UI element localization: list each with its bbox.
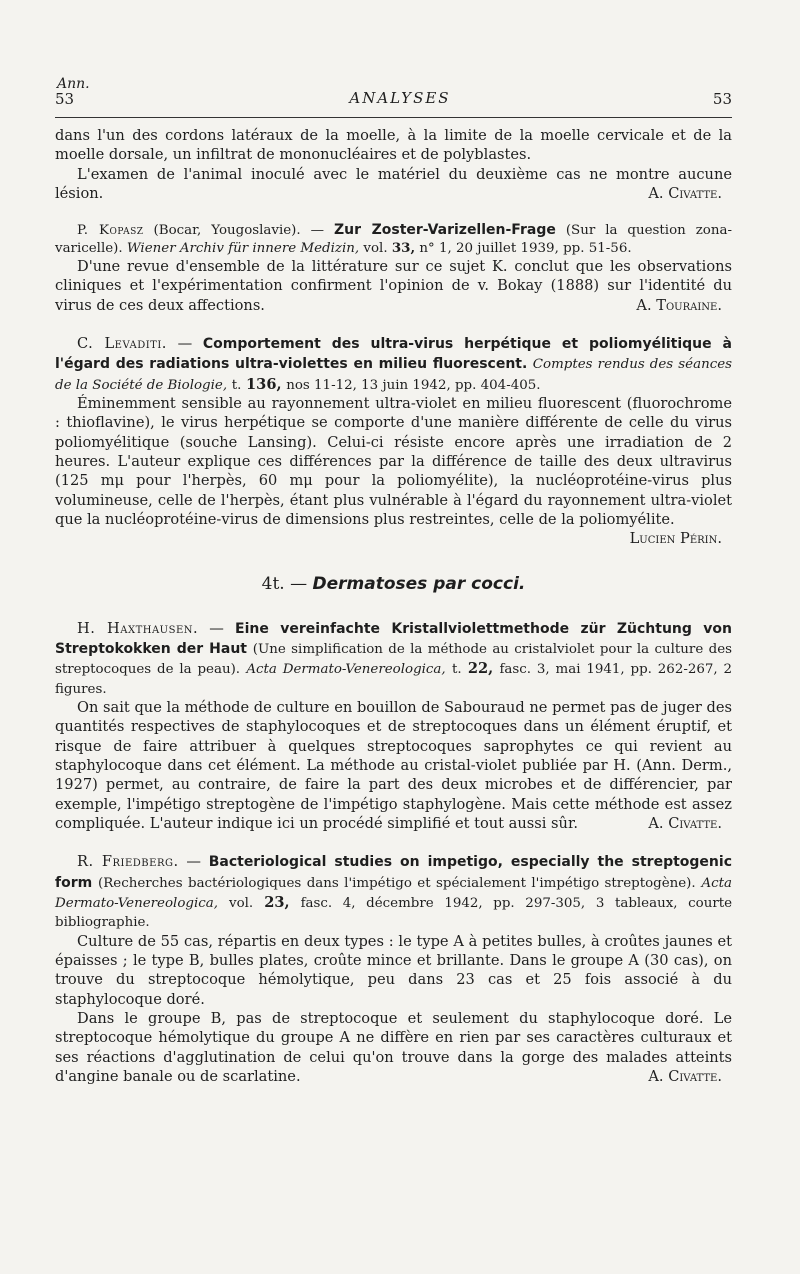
author-dash: — (177, 335, 193, 353)
volume-number: 136, (246, 375, 282, 393)
issue-and-date: n° 1, 20 juillet 1939, pp. 51-56. (419, 240, 632, 256)
signature: Lucien Périn. (629, 530, 722, 548)
citation (55, 619, 732, 699)
volume-prefix: t. (231, 377, 242, 393)
volume-number: 33, (391, 239, 416, 256)
article-title: Bacteriological studies on impetigo, especially the streptogenic form (55, 854, 732, 891)
signature: A. Touraine. (636, 296, 722, 314)
author-name: P. Kopasz (77, 223, 144, 239)
article-title: Comportement des ultra-virus herpétique et poliomyélitique à l'égard des radiations ultra-violettes en milieu fluorescent. (55, 336, 732, 373)
header-rule (55, 117, 732, 118)
journal-name: Wiener Archiv für innere Medizin, (126, 240, 360, 256)
body-paragraph: Culture de 55 cas, répartis en deux types : le type A à petites bulles, à croûtes jaunes et épaisses ; le type B, bulles plates, croûte mince et brillante. Dans le groupe A (30 cas), on trouve du streptocoque hémolytique, peu dans 23 cas et 25 fois associé à du staphylocoque doré. (55, 932, 732, 1008)
paragraph-text: L'examen de l'animal inoculé avec le matériel du deuxième cas ne montre aucune lésion. (55, 165, 732, 202)
continuation-paragraph: dans l'un des cordons latéraux de la moelle, à la limite de la moelle cervicale et de la moelle dorsale, un infiltrat de mononucléaires et de polyblastes. (55, 127, 732, 164)
issue-and-date: fasc. 3, mai 1941, pp. 262-267, 2 figures. (55, 662, 733, 697)
author-dash: — (209, 619, 224, 637)
title-translation: (Sur la question zona-varicelle). (55, 223, 732, 256)
paragraph-text: On sait que la méthode de culture en bouillon de Sabouraud ne permet pas de juger des quantités respectives de staphylocoques et de streptocoques dans un élément éruptif, et risque de faire attribuer à quelques streptocoques saprophytes ce qui revient au staphylocoque dans cet élément. La méthode au cristal-violet publiée par H. (Ann. Derm., 1927) permet, au contraire, de faire la part des deux microbes et de différencier, par exemple, l'impétigo streptogène de l'impétigo staphylogène. Mais cette méthode est assez compliquée. L'auteur indique ici un procédé simplifié et tout aussi sûr. (55, 699, 732, 832)
section-number: 4t. — (261, 573, 308, 594)
citation (55, 852, 732, 932)
volume-prefix: vol. (229, 895, 254, 911)
issue-and-date: nos 11-12, 13 juin 1942, pp. 404-405. (286, 377, 541, 393)
author-dash: — (186, 853, 201, 871)
volume-number: 23, (264, 893, 290, 911)
author-name: C. Levaditi. (77, 335, 167, 353)
section-title: Dermatoses par cocci. (312, 573, 526, 594)
paragraph-text: D'une revue d'ensemble de la littérature sur ce sujet K. conclut que les observations cliniques et l'expérimentation confirment l'opinion de v. Bokay (1888) sur l'identité du virus de ces deux affections. (55, 258, 732, 314)
citation (55, 334, 732, 394)
citation (55, 222, 732, 257)
title-translation: (Recherches bactériologiques dans l'impétigo et spécialement l'impétigo streptogène). (98, 875, 696, 891)
article-title: Eine vereinfachte Kristallviolettmethode zür Züchtung von Streptokokken der Haut (55, 620, 732, 657)
body-paragraph (55, 257, 732, 315)
title-translation: (Une simplification de la méthode au cristalviolet pour la culture des streptocoques de la peau). (55, 641, 732, 678)
author-name: R. Friedberg. (77, 853, 179, 871)
signature: A. Civatte. (648, 1067, 722, 1085)
article-title: Zur Zoster-Varizellen-Frage (333, 222, 556, 239)
volume-prefix: vol. (363, 240, 388, 256)
paragraph-text: Éminemment sensible au rayonnement ultra-violet en milieu fluorescent (fluorochrome : thioflavine), le virus herpétique se comporte d'une manière différente de celle du virus poliomyélitique (souche Lansing). Celui-ci résiste encore après une irradiation de 2 heures. L'auteur explique ces différences par la différence de taille des deux ultravirus (125 mμ pour l'herpès, 60 mμ pour la poliomyélite), la nucléoprotéine-virus plus volumineuse, celle de l'herpès, étant plus vulnérable à l'égard du rayonnement ultra-violet que la nucléoprotéine-virus de dimensions plus restreintes, celle de la poliomyélite. (55, 395, 732, 528)
journal-name: Acta Dermato-Venereologica, (246, 662, 446, 678)
section-heading (55, 573, 732, 595)
body-paragraph (55, 394, 732, 548)
running-title: ANALYSES (349, 89, 451, 107)
body-paragraph (55, 1009, 732, 1086)
issue-and-date: fasc. 4, décembre 1942, pp. 297-305, 3 tableaux, courte bibliographie. (55, 895, 733, 931)
volume-number: 22, (467, 660, 494, 678)
body-paragraph (55, 165, 732, 204)
signature: A. Civatte. (648, 184, 722, 202)
header-right-page-number: 53 (712, 90, 732, 108)
header-left-page-number: 53 (55, 90, 75, 108)
journal-name: Comptes rendus des séances de la Société de Biologie, (55, 357, 732, 393)
header-ann-label: Ann. (57, 76, 90, 92)
volume-prefix: t. (451, 662, 462, 678)
signature: A. Civatte. (648, 814, 722, 832)
body-paragraph (55, 698, 732, 833)
author-name: H. Haxthausen. (77, 619, 199, 637)
author-affiliation: (Bocar, Yougoslavie). — (153, 223, 325, 239)
journal-name: Acta Dermato-Venereologica, (55, 875, 733, 911)
paragraph-text: Dans le groupe B, pas de streptocoque et seulement du staphylocoque doré. Le streptocoque hémolytique du groupe A ne diffère en rien par ses caractères culturaux et ses réactions d'agglutination de celui qu'on trouve dans la gorge des malades atteints d'angine banale ou de scarlatine. (55, 1010, 732, 1085)
page-content (55, 126, 732, 1086)
